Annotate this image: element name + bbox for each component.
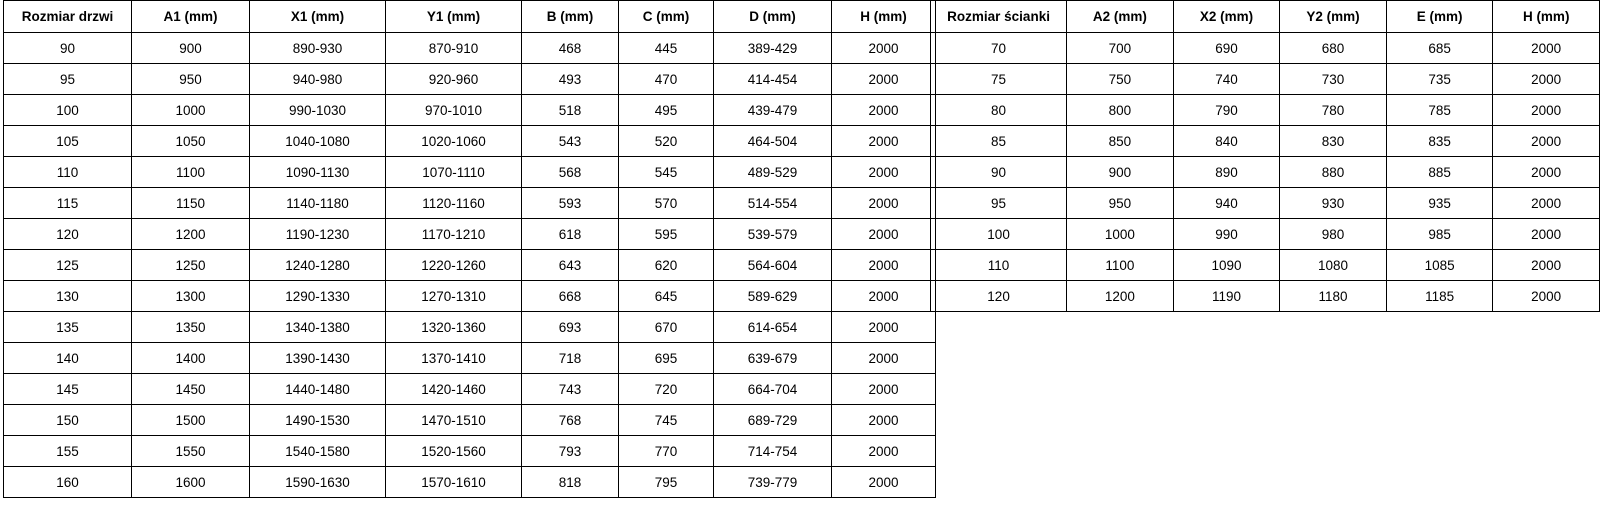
walls-cell-0: 120 [931,281,1067,312]
doors-cell-7: 2000 [832,405,936,436]
doors-cell-5: 495 [619,95,714,126]
doors-cell-0: 140 [4,343,132,374]
table-row [931,250,1600,281]
doors-cell-4: 718 [522,343,619,374]
walls-cell-2: 1090 [1173,250,1280,281]
doors-cell-4: 593 [522,188,619,219]
walls-cell-2: 740 [1173,64,1280,95]
walls-cell-0: 75 [931,64,1067,95]
doors-cell-1: 900 [132,33,250,64]
walls-cell-3: 680 [1280,33,1387,64]
doors-cell-1: 1250 [132,250,250,281]
doors-cell-6: 389-429 [714,33,832,64]
doors-column-header-0: Rozmiar drzwi [4,1,132,33]
doors-cell-5: 770 [619,436,714,467]
walls-cell-2: 690 [1173,33,1280,64]
doors-cell-3: 1570-1610 [386,467,522,498]
walls-cell-4: 785 [1386,95,1493,126]
doors-cell-7: 2000 [832,219,936,250]
walls-cell-2: 790 [1173,95,1280,126]
doors-cell-6: 589-629 [714,281,832,312]
doors-cell-6: 739-779 [714,467,832,498]
doors-cell-5: 545 [619,157,714,188]
table-row [4,64,936,95]
doors-cell-6: 664-704 [714,374,832,405]
doors-cell-3: 870-910 [386,33,522,64]
table-row [931,64,1600,95]
doors-cell-2: 1190-1230 [250,219,386,250]
doors-cell-4: 818 [522,467,619,498]
doors-cell-4: 543 [522,126,619,157]
table-row [4,126,936,157]
walls-cell-0: 90 [931,157,1067,188]
doors-cell-6: 689-729 [714,405,832,436]
doors-cell-3: 1220-1260 [386,250,522,281]
doors-cell-0: 160 [4,467,132,498]
doors-cell-6: 439-479 [714,95,832,126]
doors-cell-1: 1000 [132,95,250,126]
walls-cell-2: 1190 [1173,281,1280,312]
doors-cell-4: 768 [522,405,619,436]
doors-cell-4: 468 [522,33,619,64]
doors-cell-4: 618 [522,219,619,250]
doors-cell-0: 90 [4,33,132,64]
doors-cell-2: 1390-1430 [250,343,386,374]
table-row [4,188,936,219]
doors-cell-3: 1320-1360 [386,312,522,343]
table-row [4,281,936,312]
doors-cell-0: 135 [4,312,132,343]
walls-cell-5: 2000 [1493,33,1600,64]
doors-cell-2: 890-930 [250,33,386,64]
walls-cell-1: 750 [1067,64,1174,95]
doors-cell-1: 1400 [132,343,250,374]
walls-column-header-5: H (mm) [1493,1,1600,33]
walls-cell-0: 100 [931,219,1067,250]
doors-cell-7: 2000 [832,157,936,188]
doors-cell-1: 1600 [132,467,250,498]
table-row [931,33,1600,64]
doors-cell-0: 100 [4,95,132,126]
walls-cell-3: 730 [1280,64,1387,95]
doors-column-header-5: C (mm) [619,1,714,33]
walls-cell-5: 2000 [1493,281,1600,312]
walls-column-header-0: Rozmiar ścianki [931,1,1067,33]
doors-cell-0: 155 [4,436,132,467]
table-row [4,250,936,281]
doors-cell-0: 105 [4,126,132,157]
doors-cell-5: 695 [619,343,714,374]
walls-dimensions-table [930,0,1600,312]
doors-cell-7: 2000 [832,312,936,343]
doors-cell-7: 2000 [832,126,936,157]
walls-cell-0: 110 [931,250,1067,281]
doors-cell-4: 793 [522,436,619,467]
walls-cell-0: 80 [931,95,1067,126]
walls-cell-4: 1085 [1386,250,1493,281]
doors-cell-2: 1240-1280 [250,250,386,281]
doors-cell-7: 2000 [832,467,936,498]
doors-cell-3: 1520-1560 [386,436,522,467]
doors-cell-3: 1020-1060 [386,126,522,157]
doors-cell-2: 1340-1380 [250,312,386,343]
walls-column-header-1: A2 (mm) [1067,1,1174,33]
doors-cell-2: 1440-1480 [250,374,386,405]
walls-cell-3: 980 [1280,219,1387,250]
doors-cell-2: 1290-1330 [250,281,386,312]
doors-cell-6: 464-504 [714,126,832,157]
doors-cell-0: 130 [4,281,132,312]
doors-column-header-2: X1 (mm) [250,1,386,33]
doors-cell-5: 670 [619,312,714,343]
doors-cell-7: 2000 [832,436,936,467]
walls-cell-3: 1080 [1280,250,1387,281]
doors-cell-5: 745 [619,405,714,436]
doors-cell-1: 950 [132,64,250,95]
walls-cell-2: 840 [1173,126,1280,157]
walls-column-header-3: Y2 (mm) [1280,1,1387,33]
doors-cell-5: 570 [619,188,714,219]
doors-cell-1: 1550 [132,436,250,467]
doors-cell-7: 2000 [832,95,936,126]
doors-cell-1: 1100 [132,157,250,188]
walls-column-header-2: X2 (mm) [1173,1,1280,33]
walls-cell-1: 1200 [1067,281,1174,312]
table-row [4,405,936,436]
walls-cell-5: 2000 [1493,250,1600,281]
doors-cell-6: 564-604 [714,250,832,281]
doors-cell-5: 795 [619,467,714,498]
doors-cell-6: 489-529 [714,157,832,188]
walls-cell-3: 780 [1280,95,1387,126]
walls-cell-1: 900 [1067,157,1174,188]
doors-cell-2: 1040-1080 [250,126,386,157]
doors-cell-1: 1500 [132,405,250,436]
doors-cell-7: 2000 [832,33,936,64]
doors-cell-2: 1090-1130 [250,157,386,188]
table-row [4,312,936,343]
walls-cell-4: 685 [1386,33,1493,64]
doors-cell-0: 95 [4,64,132,95]
walls-table-container [930,0,1600,312]
doors-cell-3: 920-960 [386,64,522,95]
table-row [931,126,1600,157]
doors-cell-3: 1370-1410 [386,343,522,374]
doors-cell-2: 990-1030 [250,95,386,126]
doors-cell-3: 1170-1210 [386,219,522,250]
doors-column-header-1: A1 (mm) [132,1,250,33]
table-row [4,157,936,188]
doors-cell-3: 1070-1110 [386,157,522,188]
walls-cell-4: 1185 [1386,281,1493,312]
walls-cell-4: 735 [1386,64,1493,95]
walls-cell-0: 95 [931,188,1067,219]
table-row [931,188,1600,219]
doors-cell-2: 1540-1580 [250,436,386,467]
doors-cell-1: 1300 [132,281,250,312]
walls-cell-4: 935 [1386,188,1493,219]
walls-cell-3: 830 [1280,126,1387,157]
table-row [4,374,936,405]
table-row [4,95,936,126]
walls-cell-5: 2000 [1493,64,1600,95]
doors-cell-4: 493 [522,64,619,95]
walls-cell-3: 880 [1280,157,1387,188]
doors-cell-7: 2000 [832,188,936,219]
walls-cell-4: 835 [1386,126,1493,157]
doors-column-header-4: B (mm) [522,1,619,33]
walls-cell-2: 890 [1173,157,1280,188]
doors-cell-5: 645 [619,281,714,312]
doors-cell-7: 2000 [832,64,936,95]
walls-cell-1: 1000 [1067,219,1174,250]
doors-cell-5: 595 [619,219,714,250]
doors-cell-4: 518 [522,95,619,126]
doors-cell-1: 1050 [132,126,250,157]
doors-cell-5: 720 [619,374,714,405]
walls-cell-1: 1100 [1067,250,1174,281]
walls-cell-1: 850 [1067,126,1174,157]
walls-cell-5: 2000 [1493,95,1600,126]
doors-cell-6: 639-679 [714,343,832,374]
doors-cell-7: 2000 [832,281,936,312]
walls-cell-5: 2000 [1493,157,1600,188]
doors-cell-3: 1470-1510 [386,405,522,436]
doors-cell-5: 470 [619,64,714,95]
walls-cell-4: 885 [1386,157,1493,188]
walls-cell-0: 70 [931,33,1067,64]
doors-table-container [3,0,936,498]
doors-cell-0: 145 [4,374,132,405]
walls-cell-2: 940 [1173,188,1280,219]
doors-cell-7: 2000 [832,374,936,405]
doors-cell-2: 1140-1180 [250,188,386,219]
walls-cell-2: 990 [1173,219,1280,250]
doors-column-header-3: Y1 (mm) [386,1,522,33]
doors-column-header-6: D (mm) [714,1,832,33]
doors-cell-1: 1450 [132,374,250,405]
walls-cell-5: 2000 [1493,188,1600,219]
table-header-row [4,1,936,33]
walls-cell-1: 950 [1067,188,1174,219]
doors-dimensions-table [3,0,936,498]
doors-column-header-7: H (mm) [832,1,936,33]
doors-cell-0: 115 [4,188,132,219]
doors-cell-3: 1270-1310 [386,281,522,312]
doors-cell-4: 668 [522,281,619,312]
doors-cell-6: 514-554 [714,188,832,219]
doors-cell-6: 614-654 [714,312,832,343]
doors-cell-3: 1420-1460 [386,374,522,405]
doors-cell-0: 110 [4,157,132,188]
walls-cell-3: 1180 [1280,281,1387,312]
doors-cell-0: 150 [4,405,132,436]
table-row [931,95,1600,126]
doors-cell-6: 414-454 [714,64,832,95]
table-row [4,343,936,374]
doors-cell-6: 714-754 [714,436,832,467]
doors-cell-7: 2000 [832,343,936,374]
table-row [931,281,1600,312]
walls-cell-1: 800 [1067,95,1174,126]
walls-cell-0: 85 [931,126,1067,157]
table-row [4,467,936,498]
doors-cell-5: 445 [619,33,714,64]
doors-cell-6: 539-579 [714,219,832,250]
doors-cell-5: 520 [619,126,714,157]
walls-cell-3: 930 [1280,188,1387,219]
doors-cell-7: 2000 [832,250,936,281]
walls-cell-5: 2000 [1493,126,1600,157]
doors-cell-1: 1150 [132,188,250,219]
doors-cell-2: 940-980 [250,64,386,95]
table-row [4,219,936,250]
doors-cell-4: 568 [522,157,619,188]
doors-cell-4: 643 [522,250,619,281]
table-row [931,157,1600,188]
table-row [4,33,936,64]
doors-cell-2: 1490-1530 [250,405,386,436]
table-row [931,219,1600,250]
doors-cell-1: 1350 [132,312,250,343]
walls-cell-4: 985 [1386,219,1493,250]
doors-cell-0: 120 [4,219,132,250]
doors-cell-3: 1120-1160 [386,188,522,219]
doors-cell-2: 1590-1630 [250,467,386,498]
doors-cell-0: 125 [4,250,132,281]
walls-cell-5: 2000 [1493,219,1600,250]
doors-cell-1: 1200 [132,219,250,250]
walls-cell-1: 700 [1067,33,1174,64]
doors-cell-4: 743 [522,374,619,405]
table-header-row [931,1,1600,33]
table-row [4,436,936,467]
doors-cell-4: 693 [522,312,619,343]
doors-cell-3: 970-1010 [386,95,522,126]
walls-column-header-4: E (mm) [1386,1,1493,33]
doors-cell-5: 620 [619,250,714,281]
